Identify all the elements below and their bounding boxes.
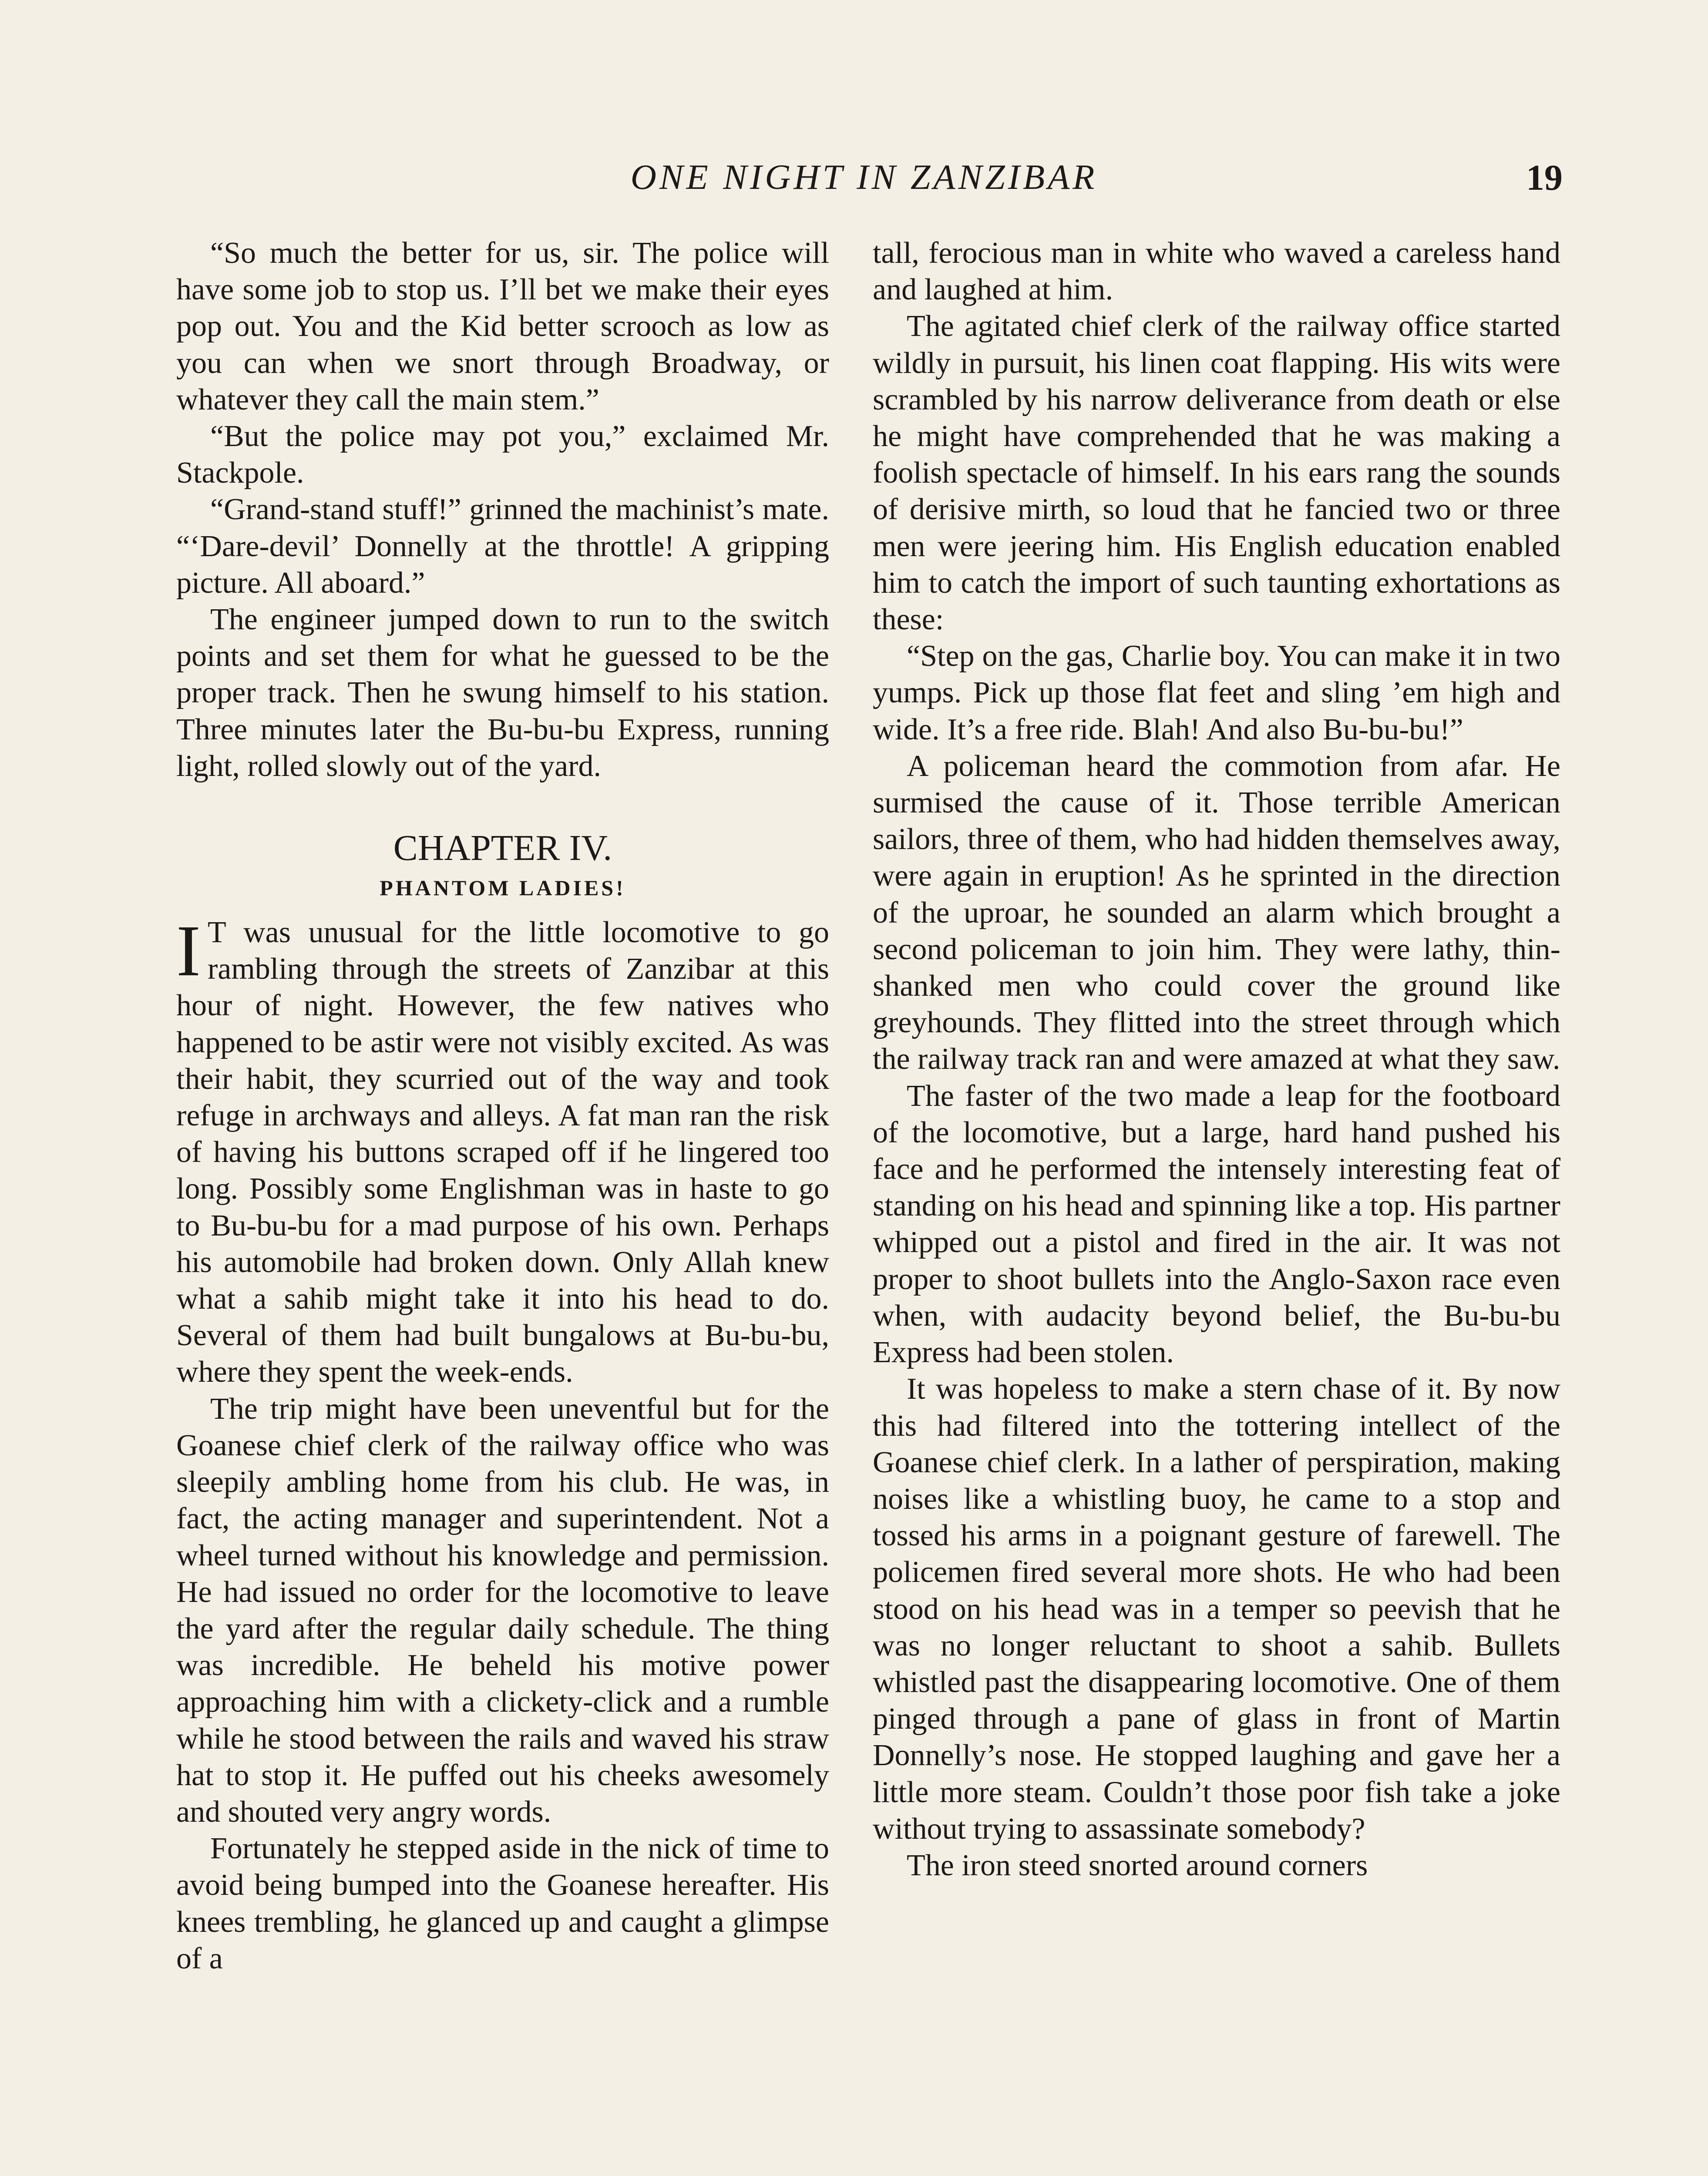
paragraph-text: T was unusual for the little locomotive to go rambling through the streets of Zanzibar at this hour of night. However, the few natives who happened to be astir were not visibly excited. As was their habit, they scurried out of the way and took refuge in archways and alleys. A fat man ran the risk of having his buttons scraped off if he lingered too long. Possibly some Englishman was in haste to go to Bu-bu-bu for a mad purpose of his own. Perhaps his automobile had broken down. Only Allah knew what a sahib might take it into his head to do. Several of them had built bungalows at Bu-bu-bu, where they spent the week-ends. xyxy=(176,916,829,1389)
paragraph: The agitated chief clerk of the railway office started wildly in pursuit, his linen coat flapping. His wits were scrambled by his narrow deliverance from death or else he might have comprehended that he was making a foolish spectacle of himself. In his ears rang the sounds of derisive mirth, so loud that he fancied two or three men were jeering him. His English education enabled him to catch the import of such taunting exhortations as these: xyxy=(873,309,1560,637)
drop-cap: I xyxy=(176,910,201,992)
continued-paragraph: tall, ferocious man in white who waved a careless hand and laughed at him. xyxy=(873,236,1560,307)
paragraph: The engineer jumped down to run to the switch points and set them for what he guessed to be the proper track. Then he swung himself to his station. Three minutes later the Bu-bu-bu Express, running light, rolled slowly out of the yard. xyxy=(176,603,829,783)
running-head xyxy=(165,157,1563,205)
chapter-title: CHAPTER IV. xyxy=(393,828,612,869)
paragraph: “Grand-stand stuff!” grinned the machinist’s mate. “‘Dare-devil’ Donnelly at the throttle! A gripping picture. All aboard.” xyxy=(176,493,829,600)
left-column xyxy=(176,235,829,1977)
right-column xyxy=(873,235,1560,1884)
paragraph: Fortunately he stepped aside in the nick of time to avoid being bumped into the Goanese hereafter. His knees trembling, he glanced up and caught a glimpse of a xyxy=(176,1832,829,1975)
paragraph: A policeman heard the commotion from afar. He surmised the cause of it. Those terrible American sailors, three of them, who had hidden themselves away, were again in eruption! As he sprinted in the direction of the uproar, he sounded an alarm which brought a second policeman to join him. They were lathy, thin-shanked men who could cover the ground like greyhounds. They flitted into the street through which the railway track ran and were amazed at what they saw. xyxy=(873,749,1560,1076)
paragraph: The faster of the two made a leap for the footboard of the locomotive, but a large, hard hand pushed his face and he performed the intensely interesting feat of standing on his head and spinning like a top. His partner whipped out a pistol and fired in the air. It was not proper to shoot bullets into the Anglo-Saxon race even when, with audacity beyond belief, the Bu-bu-bu Express had been stolen. xyxy=(873,1079,1560,1370)
paragraph: “But the police may pot you,” exclaimed Mr. Stackpole. xyxy=(176,420,829,490)
paragraph: “Step on the gas, Charlie boy. You can make it in two yumps. Pick up those flat feet and sling ’em high and wide. It’s a free ride. Blah! And also Bu-bu-bu!” xyxy=(873,639,1560,746)
paragraph: It was hopeless to make a stern chase of it. By now this had filtered into the tottering intellect of the Goanese chief clerk. In a lather of perspiration, making noises like a whistling buoy, he came to a stop and tossed his arms in a poignant gesture of farewell. The policemen fired several more shots. He who had been stood on his head was in a temper so peevish that he was no longer reluctant to shoot a sahib. Bullets whistled past the disappearing locomotive. One of them pinged through a pane of glass in front of Martin Donnelly’s nose. He stopped laughing and gave her a little more steam. Couldn’t those poor fish take a joke without trying to assassinate somebody? xyxy=(873,1372,1560,1846)
paragraph: The trip might have been uneventful but for the Goanese chief clerk of the railway office who was sleepily ambling home from his club. He was, in fact, the acting manager and superintendent. Not a wheel turned without his knowledge and permission. He had issued no order for the locomotive to leave the yard after the regular daily schedule. The thing was incredible. He beheld his motive power approaching him with a clickety-click and a rumble while he stood between the rails and waved his straw hat to stop it. He puffed out his cheeks awesomely and shouted very angry words. xyxy=(176,1392,829,1829)
page-number: 19 xyxy=(1526,158,1563,198)
chapter-subtitle: PHANTOM LADIES! xyxy=(380,876,626,900)
paragraph: The iron steed snorted around corners xyxy=(907,1848,1368,1882)
running-title: ONE NIGHT IN ZANZIBAR xyxy=(630,157,1098,197)
paragraph: “So much the better for us, sir. The police will have some job to stop us. I’ll bet we make their eyes pop out. You and the Kid better scrooch as low as you can when we snort through Broadway, or whatever they call the main stem.” xyxy=(176,236,829,416)
chapter-opening-paragraph xyxy=(176,910,829,1391)
